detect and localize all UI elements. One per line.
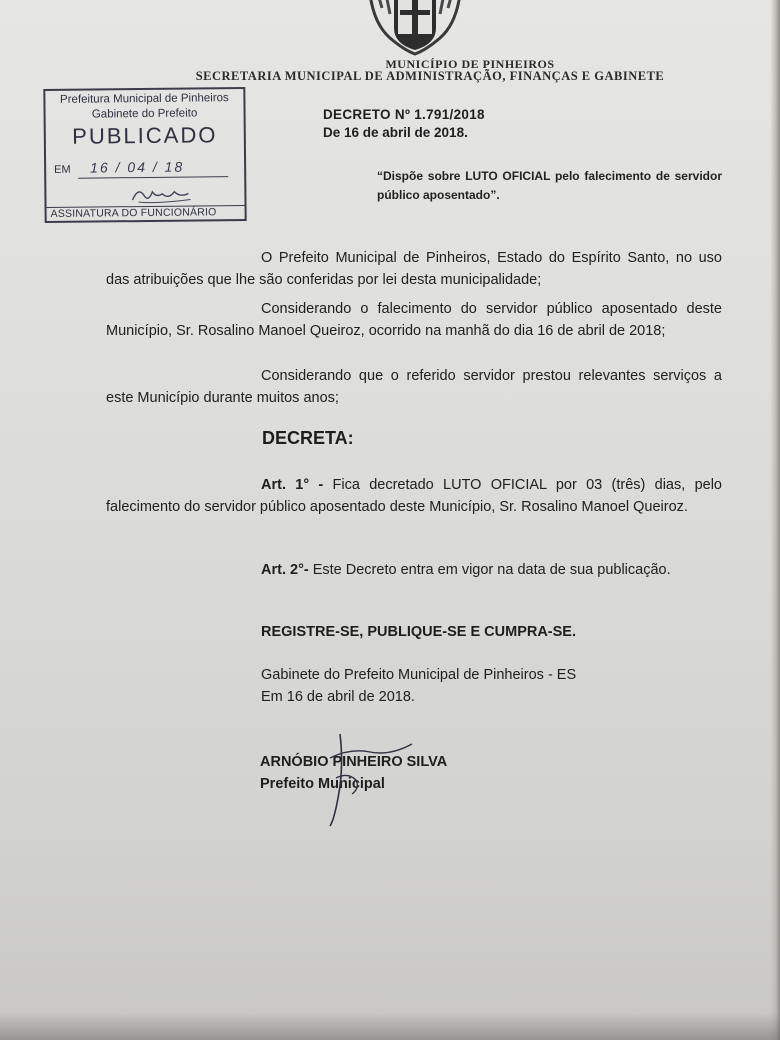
mayor-handwritten-signature — [300, 728, 440, 828]
page-edge-shadow — [770, 0, 780, 1040]
stamp-em-label: EM — [54, 163, 71, 176]
issuing-office: Gabinete do Prefeito Municipal de Pinheiros - ES — [261, 667, 577, 683]
preamble-paragraph: O Prefeito Municipal de Pinheiros, Estado do Espírito Santo, no uso das atribuições que lhe são conferidas por lei desta municipalidade; — [106, 250, 722, 288]
article-2 — [261, 562, 671, 578]
article-1-label: Art. 1° - — [261, 477, 324, 493]
stamp-line-1: Prefeitura Municipal de Pinheiros — [59, 92, 229, 106]
page-bottom-shadow — [0, 1012, 780, 1040]
stamp-date-line — [78, 176, 228, 179]
consideration-paragraph-1: Considerando o falecimento do servidor público aposentado deste Município, Sr. Rosalino Manoel Queiroz, ocorrido na manhã do dia 16 de abril de 2018; — [106, 301, 722, 339]
publication-stamp — [43, 87, 246, 223]
stamp-date: 16 / 04 / 18 — [90, 158, 185, 176]
article-1-text: Fica decretado LUTO OFICIAL por 03 (três) dias, pelo falecimento do servidor público aposentado deste Município, Sr. Rosalino Manoel Queiroz. — [106, 477, 722, 515]
decree-summary: “Dispõe sobre LUTO OFICIAL pelo falecimento de servidor público aposentado”. — [377, 169, 722, 202]
secretariat-header: SECRETARIA MUNICIPAL DE ADMINISTRAÇÃO, FINANÇAS E GABINETE — [195, 69, 665, 83]
stamp-line-2: Gabinete do Prefeito — [91, 107, 198, 121]
decreta-heading: DECRETA: — [262, 428, 354, 448]
article-1 — [106, 474, 722, 518]
article-2-label: Art. 2°- — [261, 562, 309, 578]
article-2-text: Este Decreto entra em vigor na data de sua publicação. — [308, 562, 671, 578]
stamp-status: PUBLICADO — [72, 122, 218, 149]
signatory-name: ARNÓBIO PINHEIRO SILVA — [260, 754, 448, 770]
decree-number: DECRETO Nº 1.791/2018 — [323, 107, 485, 122]
consideration-paragraph-2: Considerando que o referido servidor prestou relevantes serviços a este Município durante muitos anos; — [106, 368, 722, 406]
stamp-signature-label: ASSINATURA DO FUNCIONÁRIO — [50, 206, 217, 220]
municipal-coat-of-arms — [360, 0, 470, 60]
municipality-header: MUNICÍPIO DE PINHEIROS — [385, 57, 555, 71]
issuing-date: Em 16 de abril de 2018. — [261, 689, 415, 705]
closing-formula: REGISTRE-SE, PUBLIQUE-SE E CUMPRA-SE. — [261, 624, 577, 640]
decree-date: De 16 de abril de 2018. — [323, 125, 468, 140]
signatory-role: Prefeito Municipal — [260, 776, 385, 792]
stamp-handwritten-signature — [128, 181, 198, 206]
